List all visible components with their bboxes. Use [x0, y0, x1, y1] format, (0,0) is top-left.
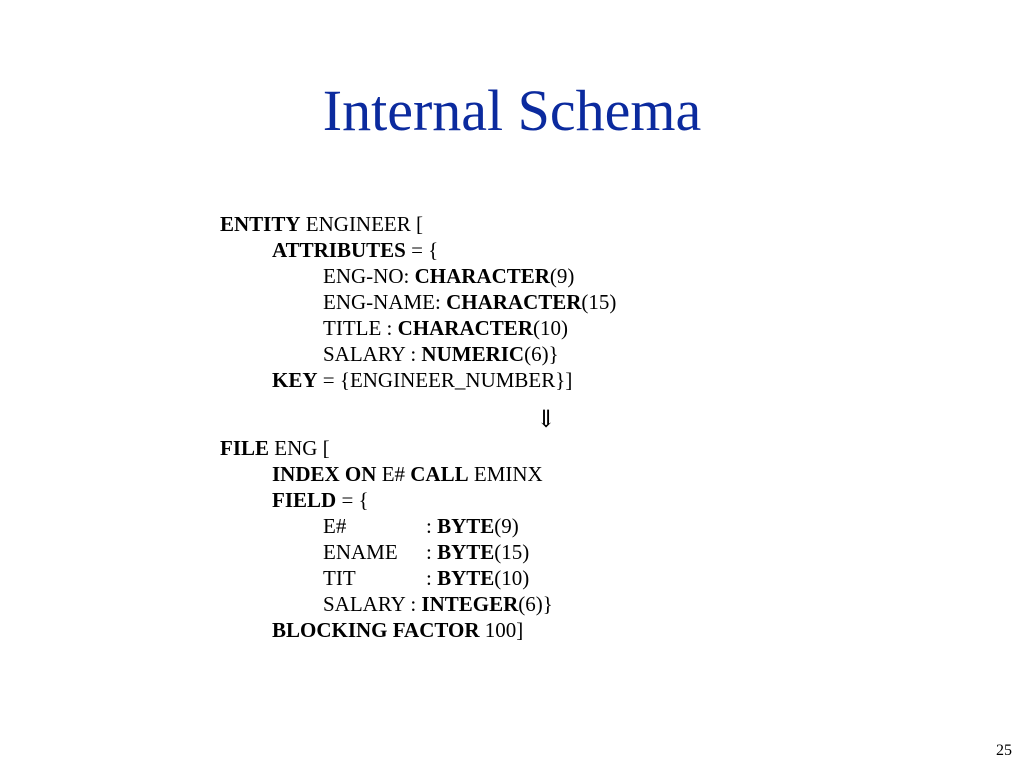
field-size: (10) [494, 566, 530, 590]
field-type: BYTE [437, 566, 495, 590]
field-type: INTEGER [421, 592, 519, 616]
field-line [220, 565, 616, 591]
index-line [220, 461, 616, 487]
keyword-call: CALL [410, 462, 469, 486]
field-line [220, 539, 616, 565]
field-separator: : [426, 514, 438, 538]
attributes-open: = { [405, 238, 439, 262]
field-size: (9) [494, 514, 519, 538]
keyword-file: FILE [220, 436, 270, 460]
index-field: E# [376, 462, 411, 486]
entity-header-line [220, 211, 616, 237]
keyword-blocking-factor: BLOCKING FACTOR [272, 618, 480, 642]
attribute-size: (15) [581, 290, 617, 314]
double-down-arrow-icon: ⇓ [536, 407, 557, 433]
attribute-name: SALARY : [323, 342, 422, 366]
index-name: EMINX [468, 462, 543, 486]
entity-name: ENGINEER [ [300, 212, 424, 236]
field-line [220, 513, 616, 539]
attribute-type: CHARACTER [397, 316, 533, 340]
attribute-size: (9) [549, 264, 575, 288]
field-header-line [220, 487, 616, 513]
field-name: SALARY : [323, 592, 422, 616]
field-size: (6)} [518, 592, 553, 616]
keyword-field: FIELD [272, 488, 337, 512]
file-header-line [220, 435, 616, 461]
mapping-arrow-row [220, 405, 616, 435]
keyword-key: KEY [272, 368, 318, 392]
attribute-line [220, 289, 616, 315]
field-name: TIT [323, 566, 356, 590]
field-size: (15) [494, 540, 530, 564]
blocking-factor-line [220, 617, 616, 643]
field-separator: : [426, 566, 438, 590]
attribute-name: TITLE : [323, 316, 398, 340]
attribute-size: (6)} [524, 342, 559, 366]
attribute-size: (10) [532, 316, 568, 340]
attribute-line [220, 315, 616, 341]
field-type: BYTE [437, 540, 495, 564]
field-name: ENAME [323, 540, 398, 564]
keyword-entity: ENTITY [220, 212, 301, 236]
attribute-name: ENG-NAME: [323, 290, 447, 314]
attribute-type: NUMERIC [421, 342, 525, 366]
slide-title: Internal Schema [322, 78, 702, 143]
key-value: = {ENGINEER_NUMBER}] [317, 368, 573, 392]
keyword-index-on: INDEX ON [272, 462, 377, 486]
field-name: E# [323, 514, 347, 538]
attribute-name: ENG-NO: [323, 264, 415, 288]
page-number: 25 [996, 742, 1012, 759]
attribute-line [220, 341, 616, 367]
attribute-line [220, 263, 616, 289]
keyword-attributes: ATTRIBUTES [272, 238, 406, 262]
blocking-value: 100] [479, 618, 524, 642]
field-separator: : [426, 540, 438, 564]
field-type: BYTE [437, 514, 495, 538]
schema-code-block [220, 211, 616, 643]
file-name: ENG [ [269, 436, 330, 460]
key-line [220, 367, 616, 393]
field-open: = { [336, 488, 369, 512]
attribute-type: CHARACTER [446, 290, 582, 314]
attribute-type: CHARACTER [414, 264, 550, 288]
attributes-header-line [220, 237, 616, 263]
field-line [220, 591, 616, 617]
spacer [220, 393, 616, 405]
